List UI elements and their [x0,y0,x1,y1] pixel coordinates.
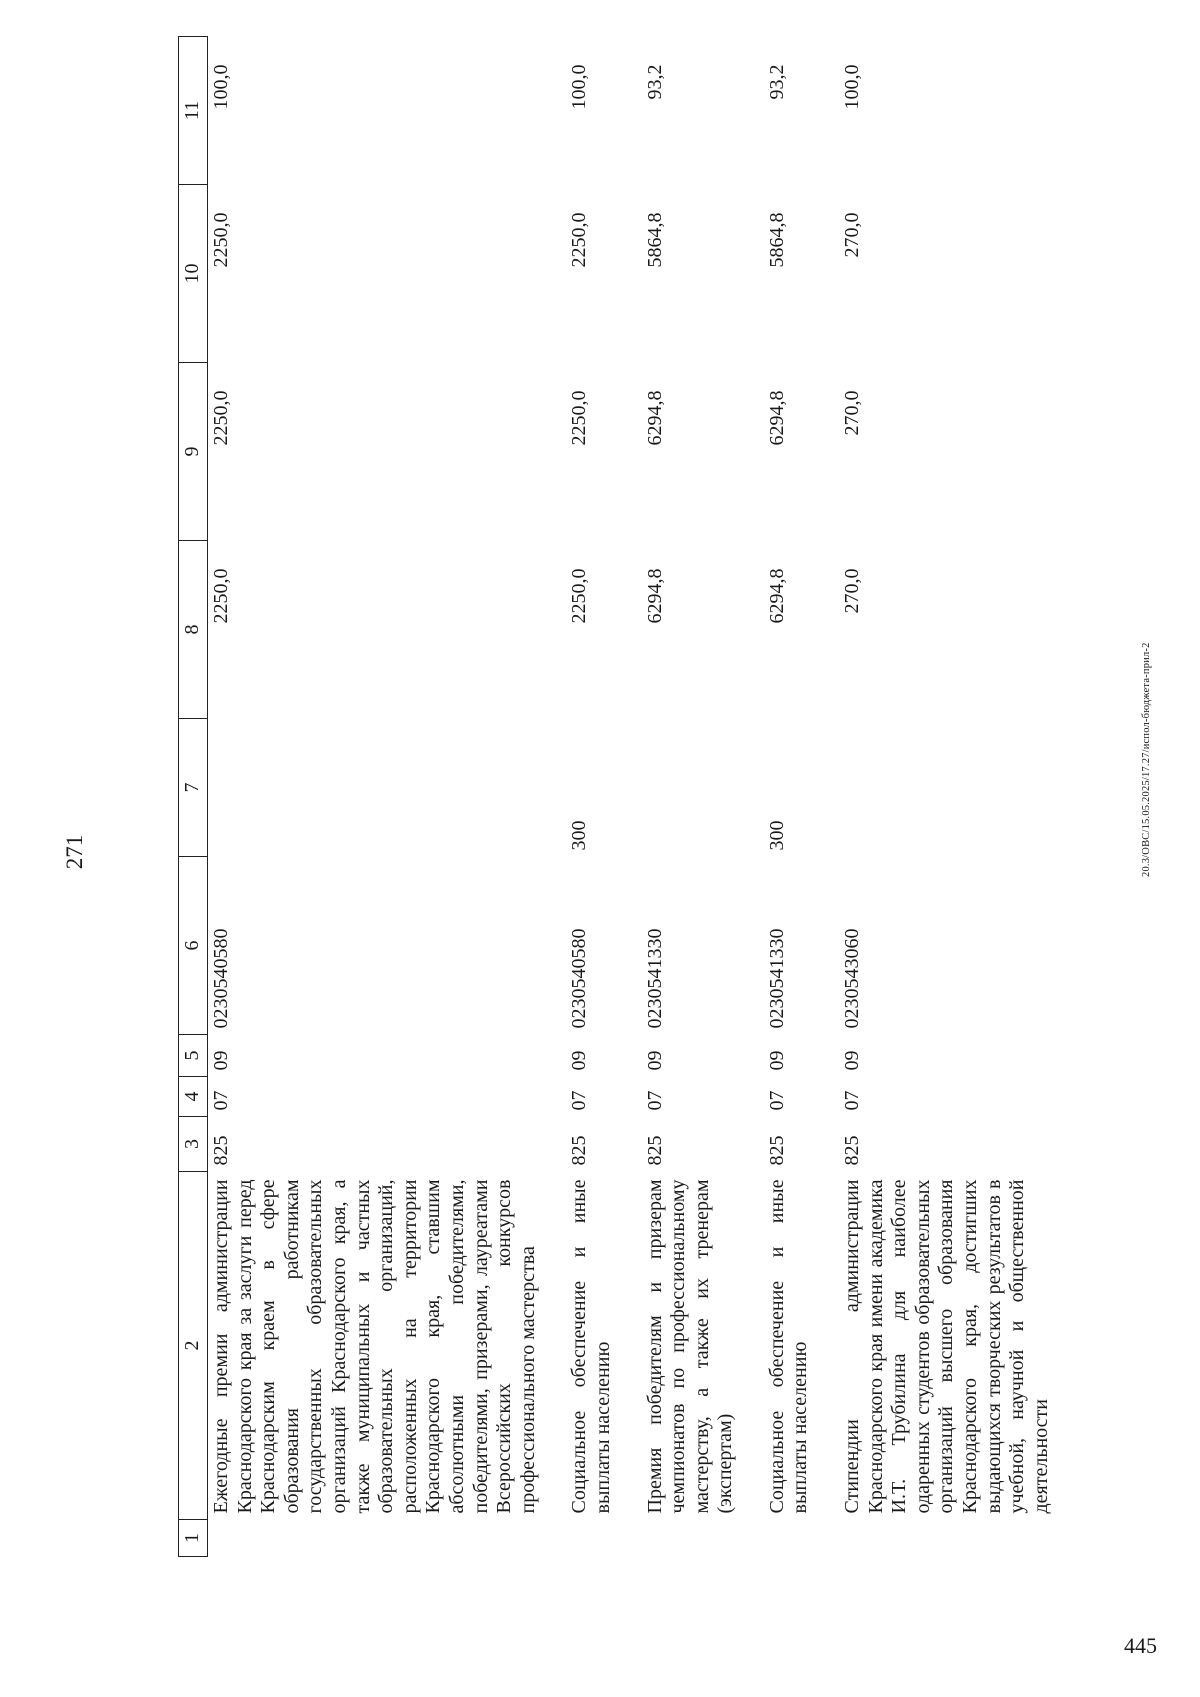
cell-c10: 5864,8 [643,212,666,268]
cell-c7: 300 [568,820,591,851]
cell-c8: 6294,8 [765,568,788,624]
table-row [642,37,738,1557]
cell-c3: 825 [568,1135,591,1166]
cell-c11: 100,0 [568,64,591,110]
cell-c11: 100,0 [841,64,864,110]
cell-c10: 2250,0 [568,212,591,268]
cell-c8: 270,0 [841,568,864,614]
cell-c7 [208,719,541,857]
header-cell: 1 [179,1520,208,1557]
cell-c4: 07 [765,1090,788,1111]
cell-c9: 270,0 [841,390,864,436]
cell-c4: 07 [841,1090,864,1111]
row-name: Социальное обеспечение и иные выплаты населению [765,1179,812,1514]
cell-c3: 825 [643,1135,666,1166]
row-name: Социальное обеспечение и иные выплаты населению [568,1179,614,1514]
header-row [179,37,208,1557]
cell-c9: 6294,8 [765,390,788,446]
header-cell: 2 [179,1172,208,1520]
cell-c5: 09 [568,1050,591,1071]
cell-c10: 2250,0 [210,212,232,268]
sheet-number: 445 [1124,1633,1157,1658]
page-number: 271 [62,834,87,870]
table-row [764,37,813,1557]
table-row [208,37,541,1557]
header-cell: 5 [179,1035,208,1077]
cell-c8: 6294,8 [643,568,666,624]
cell-c6: 0230540580 [568,928,591,1029]
cell-c7: 300 [765,820,788,851]
header-cell: 3 [179,1117,208,1172]
cell-c6: 0230540580 [210,928,232,1029]
cell-c11: 93,2 [765,64,788,100]
budget-table [178,36,1053,1557]
header-cell: 7 [179,719,208,857]
table-row [839,37,1053,1557]
cell-c9: 2250,0 [210,390,232,446]
header-cell: 4 [179,1077,208,1117]
cell-c11: 93,2 [643,64,666,100]
cell-c7 [839,719,1053,857]
cell-c10: 5864,8 [765,212,788,268]
cell-c9: 2250,0 [568,390,591,446]
header-cell: 9 [179,363,208,541]
header-cell: 10 [179,185,208,363]
cell-c4: 07 [568,1090,591,1111]
cell-c5: 09 [643,1050,666,1071]
cell-c9: 6294,8 [643,390,666,446]
cell-c3: 825 [210,1135,232,1166]
header-cell: 6 [179,857,208,1035]
document-stamp: 20.3/ОВС/15.05.2025/17.27/испол-бюджета-прил-2 [1141,642,1152,877]
cell-c5: 09 [841,1050,864,1071]
header-cell: 8 [179,541,208,719]
cell-c4: 07 [210,1090,232,1111]
cell-c3: 825 [765,1135,788,1166]
cell-c3: 825 [841,1135,864,1166]
cell-c4: 07 [643,1090,666,1111]
cell-c5: 09 [765,1050,788,1071]
cell-c6: 0230541330 [643,928,666,1029]
cell-c10: 270,0 [841,212,864,258]
row-name: Премия победителям и призерам чемпионатов по профессиональному мастерству, а также их тренерам (экспертам) [643,1179,737,1514]
cell-c8: 2250,0 [210,568,232,624]
row-name: Ежегодные премии администрации Краснодарского края за заслуги перед Краснодарским краем в сфере образования работникам государственных образовательных организаций Краснодарского края, а также муниципальных и частных образовательных организаций, расположенных на территории Краснодарского края, ставшим абсолютными победителями, победителями, призерами, лауреатами Всероссийских конкурсов профессионального мастерства [210,1179,539,1514]
cell-c7 [642,719,738,857]
row-name: Стипендии администрации Краснодарского края имени академика И.Т. Трубилина для наиболее одаренных студентов образовательных организаций высшего образования Краснодарского края, достигших выдающихся творческих результатов в учебной, научной и общественной деятельности [841,1179,1052,1514]
cell-c5: 09 [210,1050,232,1071]
header-cell: 11 [179,37,208,185]
cell-c6: 0230543060 [841,928,864,1029]
table-row [566,37,615,1557]
cell-c8: 2250,0 [568,568,591,624]
cell-c6: 0230541330 [765,928,788,1029]
cell-c11: 100,0 [210,64,232,110]
